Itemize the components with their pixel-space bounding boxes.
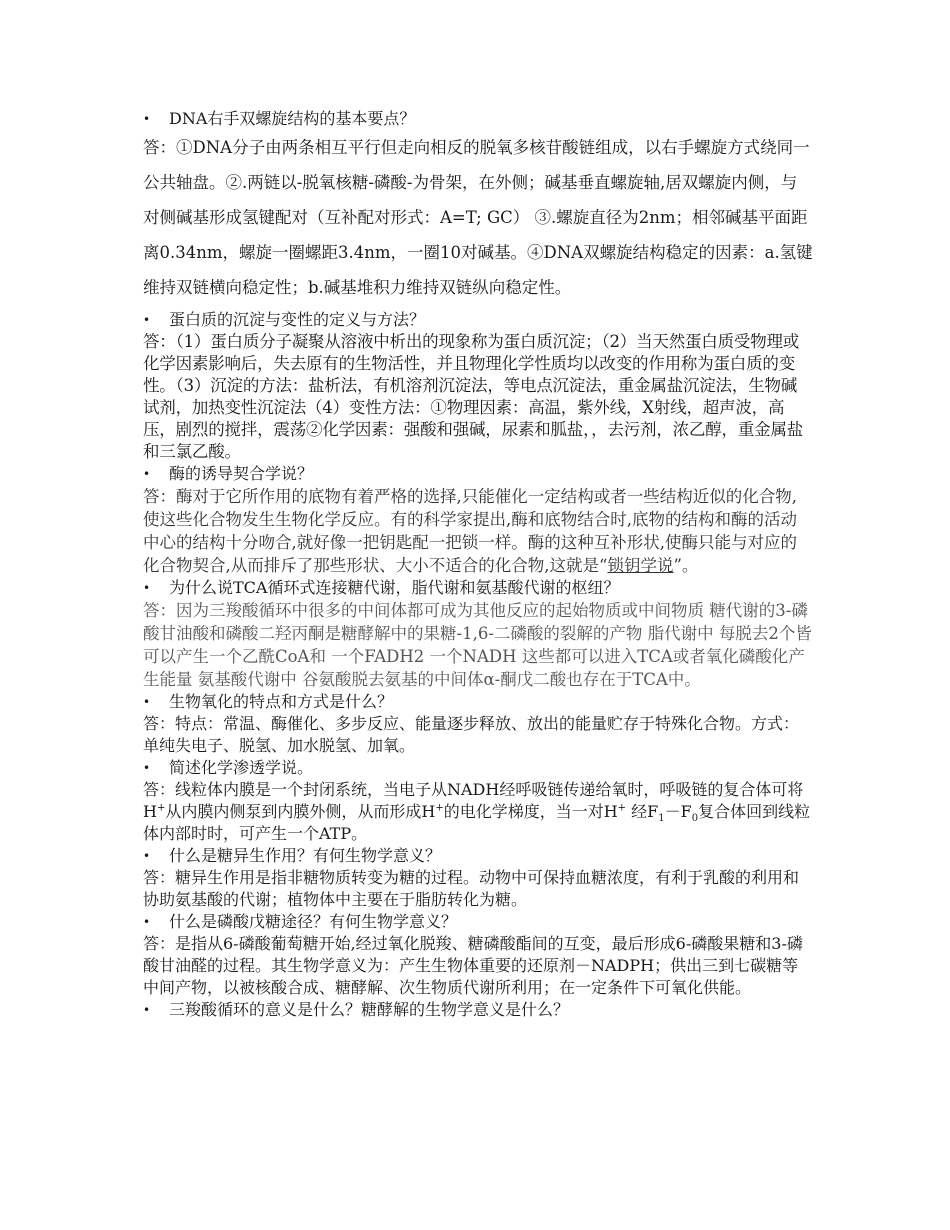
question-2: • 蛋白质的沉淀与变性的定义与方法？ bbox=[143, 310, 426, 329]
answer-4: 答：因为三羧酸循环中很多的中间体都可成为其他反应的起始物质或中间物质 糖代谢的3-磷酸甘油酸和磷酸二羟丙酮是糖酵解中的果糖-1,6-二磷酸的裂解的产物 脂代谢中 每脱去2个皆可以产生一个乙酰CoA和 一个FADH2 一个NADH 这些都可以进入TCA或者氧化磷酸化产生能量 氨基酸代谢中 谷氨酸脱去氨基的中间体α-酮戊二酸也存在于TCA中。 bbox=[143, 601, 812, 689]
question-8: • 什么是磷酸戊糖途径？有何生物学意义？ bbox=[143, 912, 458, 931]
answer-5: 答：特点：常温、酶催化、多步反应、能量逐步释放、放出的能量贮存于特殊化合物。方式：单纯失电子、脱氢、加水脱氢、加氧。 bbox=[143, 714, 800, 755]
answer-1: 答：①DNA分子由两条相互平行但走向相反的脱氧多核苷酸链组成，以右手螺旋方式绕同一公共轴盘。②.两链以-脱氧核糖-磷酸-为骨架，在外侧；碱基垂直螺旋轴,居双螺旋内侧，与对侧碱基形成氢键配对（互补配对形式：A=T; GC） ③.螺旋直径为2nm；相邻碱基平面距离0.34nm，螺旋一圈螺距3.4nm，一圈10对碱基。④DNA双螺旋结构稳定的因素：a.氢键维持双链横向稳定性；b.碱基堆积力维持双链纵向稳定性。 bbox=[143, 138, 813, 297]
bullet-icon: • bbox=[143, 761, 151, 775]
bullet-icon: • bbox=[143, 581, 151, 595]
bullet-icon: • bbox=[143, 849, 151, 863]
bullet-icon: • bbox=[143, 112, 151, 126]
bullet-icon: • bbox=[143, 313, 151, 327]
bullet-icon: • bbox=[143, 467, 151, 481]
question-9: • 三羧酸循环的意义是什么？糖酵解的生物学意义是什么？ bbox=[143, 1000, 570, 1019]
answer-8: 答：是指从6-磷酸葡萄糖开始,经过氧化脱羧、糖磷酸酯间的互变，最后形成6-磷酸果糖和3-磷酸甘油醛的过程。其生物学意义为：产生生物体重要的还原剂－NADPH；供出三到七碳糖等中间产物，以被核酸合成、糖酵解、次生物质代谢所利用；在一定条件下可氧化供能。 bbox=[143, 934, 803, 997]
question-6: • 简述化学渗透学说。 bbox=[143, 758, 314, 777]
bullet-icon: • bbox=[143, 695, 151, 709]
question-4: • 为什么说TCA循环式连接糖代谢，脂代谢和氨基酸代谢的枢纽？ bbox=[143, 578, 620, 597]
question-5: • 生物氧化的特点和方式是什么？ bbox=[143, 692, 394, 711]
qa-list bbox=[143, 108, 813, 1021]
question-1: • DNA右手双螺旋结构的基本要点？ bbox=[143, 109, 416, 128]
question-3: • 酶的诱导契合学说？ bbox=[143, 464, 314, 483]
answer-7: 答：糖异生作用是指非糖物质转变为糖的过程。动物中可保持血糖浓度，有利于乳酸的利用和协助氨基酸的代谢；植物体中主要在于脂肪转化为糖。 bbox=[143, 868, 800, 909]
bullet-icon: • bbox=[143, 1003, 151, 1017]
bullet-icon: • bbox=[143, 915, 151, 929]
answer-3: 答：酶对于它所作用的底物有着严格的选择,只能催化一定结构或者一些结构近似的化合物,使这些化合物发生生物化学反应。有的科学家提出,酶和底物结合时,底物的结构和酶的活动中心的结构十分吻合,就好像一把钥匙配一把锁一样。酶的这种互补形状,使酶只能与对应的化合物契合,从而排斥了那些形状、大小不适合的化合物,这就是“锁钥学说”。 bbox=[143, 487, 797, 575]
question-7: • 什么是糖异生作用？有何生物学意义？ bbox=[143, 846, 442, 865]
lock-key-theory-link[interactable]: 锁钥学说 bbox=[607, 556, 674, 575]
answer-2: 答：（1）蛋白质分子凝聚从溶液中析出的现象称为蛋白质沉淀；（2）当天然蛋白质受物理或化学因素影响后，失去原有的生物活性，并且物理化学性质均以改变的作用称为蛋白质的变性。（3）沉淀的方法：盐析法，有机溶剂沉淀法，等电点沉淀法，重金属盐沉淀法，生物碱试剂，加热变性沉淀法（4）变性方法：①物理因素：高温，紫外线，X射线，超声波，高压，剧烈的搅拌，震荡②化学因素：强酸和强碱，尿素和胍盐，，去污剂，浓乙醇，重金属盐和三氯乙酸。 bbox=[143, 332, 804, 461]
answer-6: 答：线粒体内膜是一个封闭系统，当电子从NADH经呼吸链传递给氧时，呼吸链的复合体可将H+从内膜内侧泵到内膜外侧，从而形成H+的电化学梯度，当一对H+ 经$F_1-F_0$复合体回到线粒体内部时时，可产生一个ATP。 bbox=[143, 780, 811, 843]
